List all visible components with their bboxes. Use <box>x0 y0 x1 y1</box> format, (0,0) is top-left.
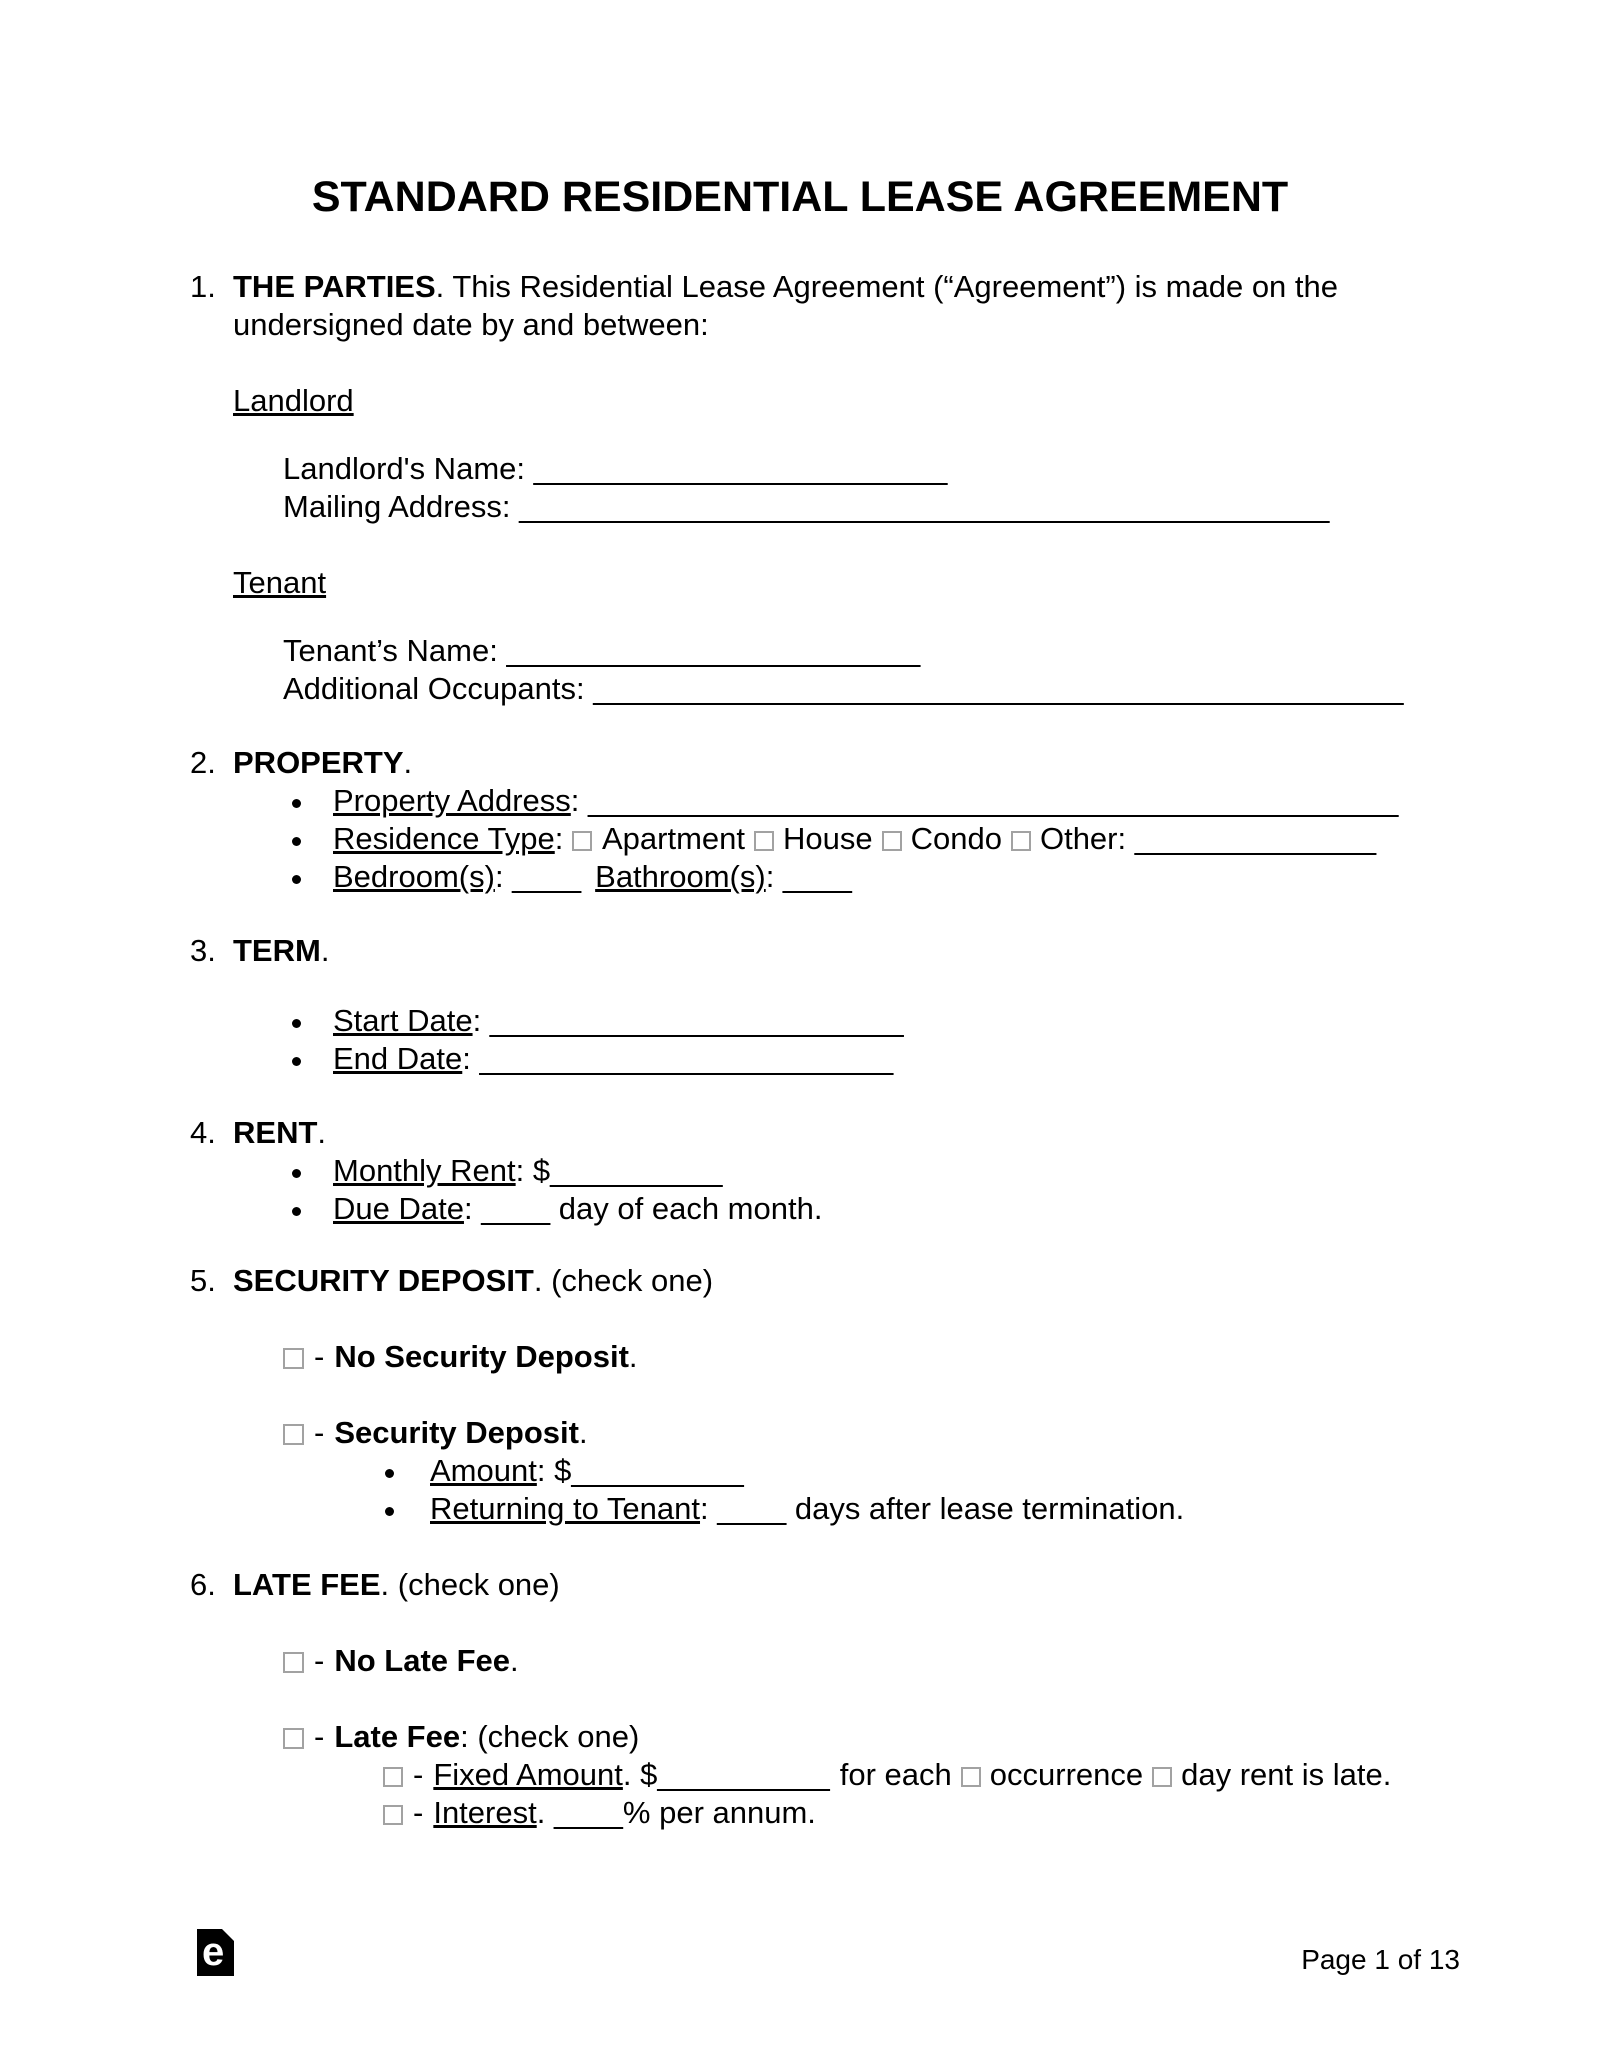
bullet-icon <box>292 837 301 846</box>
landlord-address-row <box>283 488 1600 526</box>
bathrooms-blank: ____ <box>782 859 852 894</box>
property-address-label: Property Address <box>333 783 571 818</box>
option-condo-label: Condo <box>910 821 1002 856</box>
checkbox-condo[interactable] <box>882 831 902 851</box>
interest-option: - Interest. ____% per annum. <box>383 1794 1600 1832</box>
start-date-row: Start Date: ________________________ <box>292 1002 1600 1040</box>
bedrooms-blank: ____ <box>512 859 582 894</box>
tenant-name-blank: ________________________ <box>506 633 921 668</box>
checkbox-interest[interactable] <box>383 1805 403 1825</box>
no-late-fee-label: No Late Fee <box>334 1643 511 1678</box>
option-house-label: House <box>783 821 873 856</box>
start-date-blank: ________________________ <box>489 1003 904 1038</box>
bullet-icon <box>292 875 301 884</box>
landlord-subheading: Landlord <box>233 383 354 418</box>
amount-label: Amount <box>430 1453 537 1488</box>
section-heading: PROPERTY <box>233 745 404 780</box>
checkbox-security-deposit[interactable] <box>283 1424 304 1445</box>
bullet-icon <box>292 1207 301 1216</box>
eforms-logo <box>197 1929 234 1976</box>
start-date-label: Start Date <box>333 1003 473 1038</box>
section-heading: THE PARTIES <box>233 269 436 304</box>
rent-bullets <box>292 1152 1600 1228</box>
section-heading: TERM <box>233 933 321 968</box>
occurrence-label: occurrence <box>989 1757 1144 1792</box>
section-term: 3. TERM. <box>190 933 330 968</box>
property-bullets <box>292 782 1600 896</box>
monthly-rent-blank: __________ <box>550 1153 723 1188</box>
late-fee-option: - Late Fee: (check one) <box>283 1718 1600 1756</box>
eforms-logo-letter: e <box>202 1930 225 1974</box>
section-number: 3. <box>190 933 216 968</box>
bullet-icon <box>292 799 301 808</box>
bullet-icon <box>292 1057 301 1066</box>
end-date-label: End Date <box>333 1041 463 1076</box>
no-late-fee-option: - No Late Fee. <box>283 1642 1600 1680</box>
checkbox-apartment[interactable] <box>572 831 592 851</box>
bullet-icon <box>292 1169 301 1178</box>
no-security-deposit-option: - No Security Deposit. <box>283 1338 1600 1376</box>
security-deposit-bullets <box>385 1452 1600 1528</box>
mailing-address-label: Mailing Address: <box>283 489 520 524</box>
term-bullets <box>292 1002 1600 1078</box>
additional-occupants-row <box>283 670 1600 708</box>
landlord-name-row <box>283 450 1600 488</box>
end-date-row: End Date: ________________________ <box>292 1040 1600 1078</box>
checkbox-fixed-amount[interactable] <box>383 1767 403 1787</box>
mailing-address-blank: _______________________________________________ <box>519 489 1330 524</box>
tenant-name-row <box>283 632 1600 670</box>
section-number: 2. <box>190 745 216 780</box>
bullet-icon <box>292 1019 301 1028</box>
security-deposit-label: Security Deposit <box>334 1415 579 1450</box>
property-address-blank: _______________________________________________ <box>588 783 1399 818</box>
section-heading: LATE FEE <box>233 1567 381 1602</box>
monthly-rent-row: Monthly Rent: $__________ <box>292 1152 1600 1190</box>
amount-row: Amount: $__________ <box>385 1452 1600 1490</box>
option-other-label: Other: <box>1039 821 1135 856</box>
due-date-blank: ____ <box>481 1191 551 1226</box>
landlord-name-blank: ________________________ <box>533 451 948 486</box>
section-number: 1. <box>190 269 216 304</box>
tenant-subheading: Tenant <box>233 565 327 600</box>
section-heading: SECURITY DEPOSIT <box>233 1263 534 1298</box>
checkbox-house[interactable] <box>754 831 774 851</box>
bedrooms-label: Bedroom(s) <box>333 859 495 894</box>
no-security-deposit-label: No Security Deposit <box>334 1339 629 1374</box>
additional-occupants-label: Additional Occupants: <box>283 671 594 706</box>
late-fee-label: Late Fee <box>334 1719 461 1754</box>
checkbox-other[interactable] <box>1011 831 1031 851</box>
section-late-fee: 6. LATE FEE. (check one) <box>190 1567 560 1602</box>
interest-blank: ____ <box>553 1795 623 1830</box>
rooms-row: Bedroom(s): ____ Bathroom(s): ____ <box>292 858 1600 896</box>
section-body-text: . This Residential Lease Agreement (“Agreement”) is made on the undersigned date by and between: <box>233 269 1339 342</box>
checkbox-no-late-fee[interactable] <box>283 1652 304 1673</box>
residence-type-label: Residence Type <box>333 821 555 856</box>
option-apartment-label: Apartment <box>601 821 745 856</box>
checkbox-day-rent-late[interactable] <box>1152 1767 1172 1787</box>
section-number: 4. <box>190 1115 216 1150</box>
additional-occupants-blank: _______________________________________________ <box>593 671 1404 706</box>
checkbox-no-security-deposit[interactable] <box>283 1348 304 1369</box>
checkbox-occurrence[interactable] <box>961 1767 981 1787</box>
fixed-amount-blank: __________ <box>657 1757 830 1792</box>
residence-type-row: Residence Type: Apartment House Condo Other: ______________ <box>292 820 1600 858</box>
other-blank: ______________ <box>1134 821 1377 856</box>
amount-blank: __________ <box>571 1453 744 1488</box>
landlord-name-label: Landlord's Name: <box>283 451 534 486</box>
late-fee-sub-options <box>0 1756 1600 1832</box>
returning-to-tenant-label: Returning to Tenant <box>430 1491 701 1526</box>
bathrooms-label: Bathroom(s) <box>595 859 766 894</box>
returning-days-blank: ____ <box>717 1491 787 1526</box>
section-the-parties <box>190 268 1600 344</box>
interest-label: Interest <box>433 1795 537 1830</box>
tenant-name-label: Tenant’s Name: <box>283 633 507 668</box>
bullet-icon <box>385 1469 394 1478</box>
due-date-label: Due Date <box>333 1191 464 1226</box>
section-number: 6. <box>190 1567 216 1602</box>
fixed-amount-option: - Fixed Amount. $__________ for each occurrence day rent is late. <box>383 1756 1600 1794</box>
landlord-fields <box>283 450 1600 526</box>
section-rent: 4. RENT. <box>190 1115 327 1150</box>
page-number: Page 1 of 13 <box>1301 1944 1460 1975</box>
tenant-fields <box>283 632 1600 708</box>
security-deposit-option: - Security Deposit. <box>283 1414 1600 1452</box>
section-number: 5. <box>190 1263 216 1298</box>
section-security-deposit: 5. SECURITY DEPOSIT. (check one) <box>190 1263 714 1298</box>
bullet-icon <box>385 1507 394 1516</box>
returning-to-tenant-row: Returning to Tenant: ____ days after lease termination. <box>385 1490 1600 1528</box>
end-date-blank: ________________________ <box>479 1041 894 1076</box>
day-rent-late-label: day rent is late. <box>1181 1757 1392 1792</box>
monthly-rent-label: Monthly Rent <box>333 1153 516 1188</box>
fixed-amount-label: Fixed Amount <box>433 1757 623 1792</box>
checkbox-late-fee[interactable] <box>283 1728 304 1749</box>
document-title: STANDARD RESIDENTIAL LEASE AGREEMENT <box>311 173 1289 221</box>
due-date-row: Due Date: ____ day of each month. <box>292 1190 1600 1228</box>
section-property: 2. PROPERTY. <box>190 745 413 780</box>
section-heading: RENT <box>233 1115 318 1150</box>
property-address-row: Property Address: _______________________________________________ <box>292 782 1600 820</box>
